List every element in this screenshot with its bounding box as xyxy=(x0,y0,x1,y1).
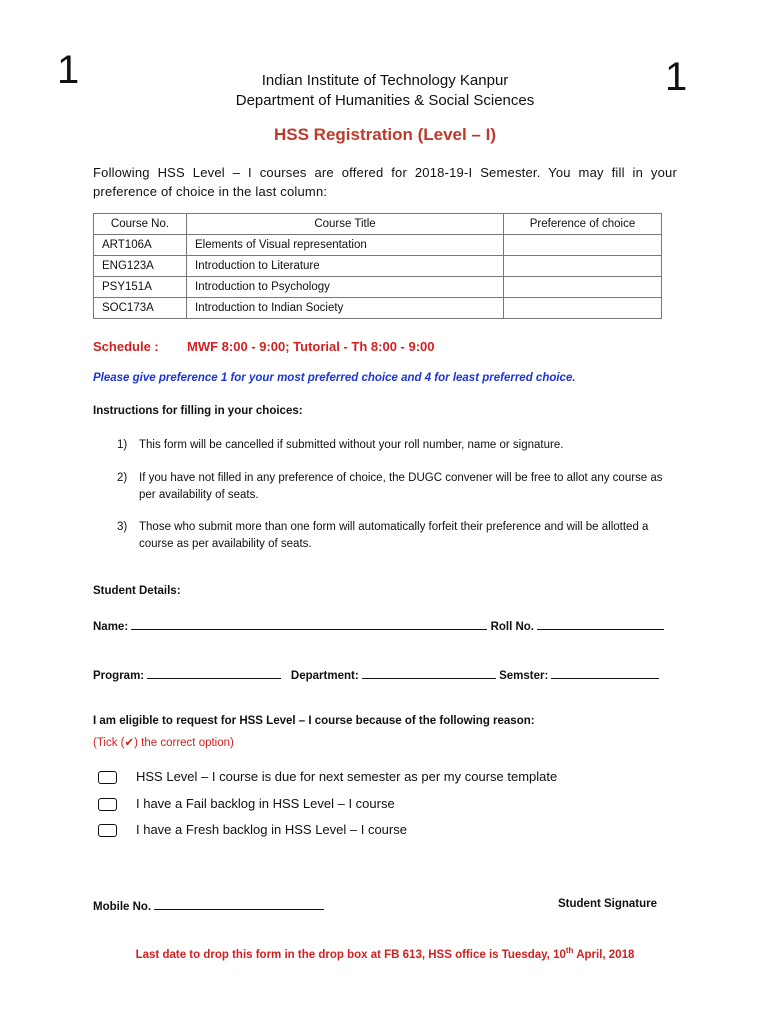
table-header-row xyxy=(94,214,662,235)
semester-label: Semster: xyxy=(499,670,549,682)
instruction-text: Those who submit more than one form will automatically forfeit their preference and will be allotted a course as per availability of seats. xyxy=(139,521,649,550)
instruction-number: 1) xyxy=(117,439,128,451)
deadline-note xyxy=(0,946,770,961)
course-title: Introduction to Indian Society xyxy=(187,298,504,319)
option-label: HSS Level – I course is due for next semester as per my course template xyxy=(136,769,558,784)
department-label: Department: xyxy=(290,670,359,682)
option-checkbox[interactable] xyxy=(98,771,117,784)
option-label: I have a Fail backlog in HSS Level – I course xyxy=(136,796,395,811)
signature-label: Student Signature xyxy=(558,898,658,910)
schedule-value: MWF 8:00 - 9:00; Tutorial - Th 8:00 - 9:00 xyxy=(187,339,435,354)
course-no: PSY151A xyxy=(94,277,187,298)
eligibility-option xyxy=(98,796,395,811)
name-field[interactable] xyxy=(131,618,487,630)
intro-text: Following HSS Level – I courses are offered for 2018-19-I Semester. You may fill in your preference of choice in the last column: xyxy=(93,165,677,199)
preference-cell[interactable] xyxy=(504,235,662,256)
program-row xyxy=(93,667,659,682)
deadline-sup: th xyxy=(565,946,574,955)
courses-table xyxy=(93,213,662,319)
instruction-text: This form will be cancelled if submitted without your roll number, name or signature. xyxy=(139,439,564,451)
table-row xyxy=(94,277,662,298)
option-checkbox[interactable] xyxy=(98,798,117,811)
name-roll-row xyxy=(93,618,664,633)
mobile-row xyxy=(93,898,324,913)
course-title: Introduction to Psychology xyxy=(187,277,504,298)
table-row xyxy=(94,256,662,277)
instructions-heading: Instructions for filling in your choices: xyxy=(93,405,303,417)
option-label: I have a Fresh backlog in HSS Level – I course xyxy=(136,822,407,837)
table-row xyxy=(94,298,662,319)
student-details-heading: Student Details: xyxy=(93,585,181,597)
name-label: Name: xyxy=(93,621,129,633)
eligibility-heading: I am eligible to request for HSS Level – I course because of the following reason: xyxy=(93,715,535,727)
eligibility-option xyxy=(98,822,407,837)
eligibility-option xyxy=(98,769,557,784)
mobile-label: Mobile No. xyxy=(93,901,152,913)
instruction-number: 3) xyxy=(117,521,128,533)
instruction-number: 2) xyxy=(117,472,128,484)
preference-note: Please give preference 1 for your most preferred choice and 4 for least preferred choice. xyxy=(93,372,576,384)
deadline-text: Last date to drop this form in the drop box at FB 613, HSS office is Tuesday, 10 xyxy=(135,948,566,961)
course-no: SOC173A xyxy=(94,298,187,319)
program-label: Program: xyxy=(93,670,145,682)
course-no: ENG123A xyxy=(94,256,187,277)
institute-name: Indian Institute of Technology Kanpur xyxy=(261,72,509,89)
department-field[interactable] xyxy=(362,667,496,679)
roll-label: Roll No. xyxy=(490,621,535,633)
schedule-label: Schedule : xyxy=(93,339,159,354)
header-course-title: Course Title xyxy=(187,214,504,235)
corner-number-right: 1 xyxy=(665,55,688,99)
instruction-item xyxy=(117,437,679,454)
course-title: Introduction to Literature xyxy=(187,256,504,277)
corner-number-left: 1 xyxy=(57,48,80,92)
preference-cell[interactable] xyxy=(504,298,662,319)
roll-field[interactable] xyxy=(537,618,664,630)
instruction-text: If you have not filled in any preference of choice, the DUGC convener will be free to allot any course as per availability of seats. xyxy=(139,472,663,501)
program-field[interactable] xyxy=(147,667,281,679)
instruction-item xyxy=(117,470,679,504)
tick-note: (Tick (✔) the correct option) xyxy=(93,737,234,749)
preference-cell[interactable] xyxy=(504,277,662,298)
preference-cell[interactable] xyxy=(504,256,662,277)
semester-field[interactable] xyxy=(551,667,659,679)
department-name: Department of Humanities & Social Sciences xyxy=(235,92,535,109)
course-no: ART106A xyxy=(94,235,187,256)
deadline-text-end: April, 2018 xyxy=(573,948,635,961)
header-course-no: Course No. xyxy=(94,214,187,235)
option-checkbox[interactable] xyxy=(98,824,117,837)
table-row xyxy=(94,235,662,256)
mobile-field[interactable] xyxy=(154,898,324,910)
header-preference: Preference of choice xyxy=(504,214,662,235)
schedule xyxy=(93,339,435,354)
instruction-item xyxy=(117,519,679,553)
form-title: HSS Registration (Level – I) xyxy=(274,125,496,144)
course-title: Elements of Visual representation xyxy=(187,235,504,256)
